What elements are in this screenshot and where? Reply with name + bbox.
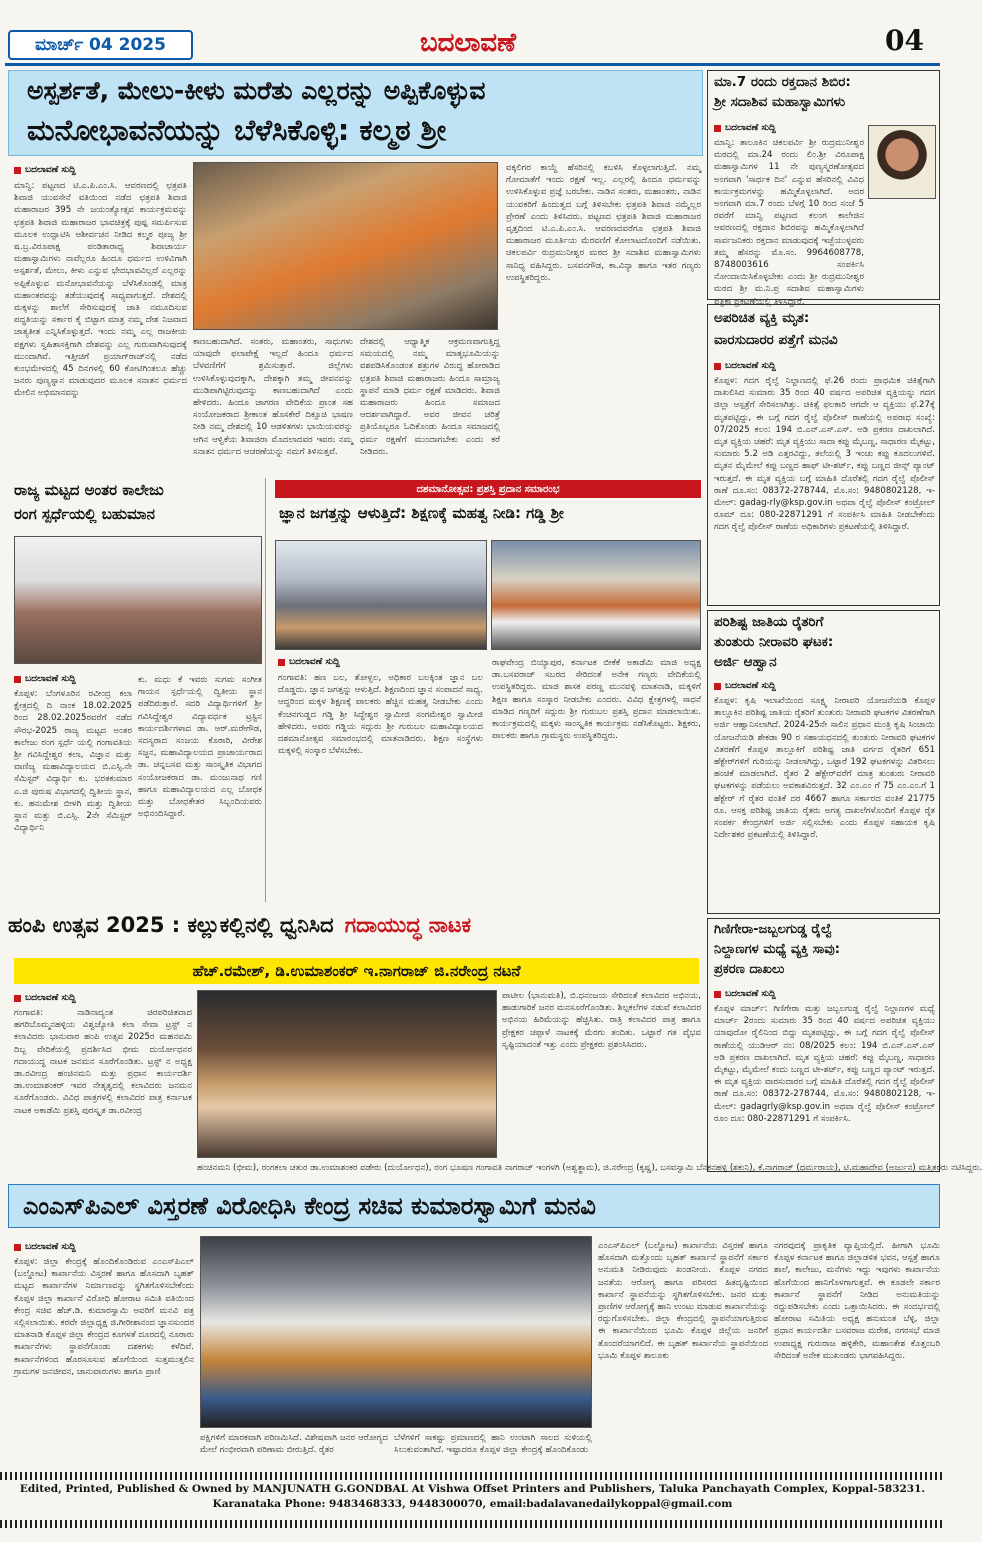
parishishta-box <box>707 610 940 914</box>
swamiji-portrait <box>868 125 936 199</box>
hampi-col-2: ಪಾಟೀಲ (ಭಾನುಮತಿ), ಬಿ.ಧನಂಜಯ ಸೇರಿದಂತೆ ಕಲಾವಿದರ ಅಭಿನಯ, ಹಾಡುಗಾರಿಕೆ ಜನರ ಮನಸೂರೆಗೊಂಡಿತು. ಶಿಲ್ಪಕಲೆಗಳ ನಡುವೆ ಕಲಾವಿದರ ಅಭಿನಯ ಹಿರಿಮೆಯನ್ನು ಹೆಚ್ಚಿಸಿತು. ರಾತ್ರಿ ಕಲಾವಿದರ ಪಾತ್ರ ಹಾಗೂ ಪ್ರೇಕ್ಷಕರ ಚಪ್ಪಾಳೆ ನಾಟಕಕ್ಕೆ ಮೆರಗು ತಂದಿತು. ಒಟ್ಟಾರೆ ಗತ ವೈಭವ ಸೃಷ್ಟಿಯಾದಂತೆ ಇತ್ತು ಎಂದು ಪ್ರೇಕ್ಷಕರು ಪ್ರಶಂಸಿಸಿದರು. <box>502 991 701 1050</box>
msp-headline: ಎಂಎಸ್‌ಪಿಎಲ್ ವಿಸ್ತರಣೆ ವಿರೋಧಿಸಿ ಕೇಂದ್ರ ಸಚಿವ ಕುಮಾರಸ್ವಾಮಿಗೆ ಮನವಿ <box>23 1192 596 1220</box>
hampi-photo <box>197 990 497 1158</box>
footer-rule-top <box>0 1472 945 1480</box>
jnana-photo-right <box>491 540 701 650</box>
rajya-title2: ರಂಗ ಸ್ಪರ್ಧೆಯಲ್ಲಿ ಬಹುಮಾನ <box>14 505 155 523</box>
masthead-logo: ಬದಲಾವಣೆ <box>420 28 517 58</box>
imprint <box>0 1482 945 1512</box>
parishishta-title2: ತುಂತುರು ನೀರಾವರಿ ಘಟಕ: <box>714 634 834 650</box>
lead-col-2: ಕಾಣಬಹುದಾಗಿದೆ. ಸಂತರು, ಮಹಾಂತರು, ಸಾಧುಗಳು ಯಾವುದೇ ಫಲಾಪೇಕ್ಷೆ ಇಲ್ಲದೆ ಹಿಂದೂ ಧರ್ಮದ ಬೆಳವಣಿಗೆಗೆ ಶ್ರಮಿಸುತ್ತಾರೆ. ಜಿಲ್ಲೆಗಳು ಉಳಿಸಿಕೊಳ್ಳುವುದಕ್ಕಾಗಿ, ದೇಶಕ್ಕಾಗಿ ತಮ್ಮ ಜೀವನವನ್ನು ಮುಡಿಪಾಗಿಟ್ಟಿರುವುದನ್ನು ಕಾಣಬಹುದಾಗಿದೆ ಎಂದು ಹೇಳಿದರು. ಹಿಂದೂ ಜಾಗರಣ ವೇದಿಕೆಯ ಪ್ರಾಂತ ಸಹ ಸಂಯೋಜಕರಾದ ಶ್ರೀಕಾಂತ ಹೊಸಕೇರೆ ದಿಕ್ಸೂಚಿ ಭಾಷಣ ನೀಡಿ ನಮ್ಮ ದೇಶದಲ್ಲಿ 10 ಆಡಳಿತಗಳು ಭಾಯಿಯವರನ್ನು ಆಗಿನ ಆಳ್ವಿಕೆಯ ಶಿವಾಜಿರಾ ಮೊದಲಾದವರ ಇವರು ನಮ್ಮ ಸನಾತನ ಧರ್ಮದ ಆಚರಣೆಯನ್ನು ನಮಗೆ ತಿಳಿಸುತ್ತವೆ. <box>193 337 353 457</box>
msp-byline: ಬದಲಾವಣೆ ಸುದ್ದಿ <box>14 1242 76 1252</box>
edition-date: ಮಾರ್ಚ್ 04 2025 <box>8 30 193 60</box>
rakta-body-cont <box>714 201 935 297</box>
rajya-col-1: ಕೊಪ್ಪಳ: ಬೆಂಗಳೂರಿನ ರವೀಂದ್ರ ಕಲಾ ಕ್ಷೇತ್ರದಲ್ಲಿ ದಿ ನಾಂಕ 18.02.2025 ರಿಂದ 28.02.2025ರವರೆಗೆ ನಡೆದ ಸೌರಭ-2025 ರಾಜ್ಯ ಮಟ್ಟದ ಅಂತರ ಕಾಲೇಜು ರಂಗ ಸ್ಪರ್ಧೆ ಯಲ್ಲಿ ಗಂಗಾವತಿಯ ಶ್ರೀ ಗವಿಸಿದ್ದೇಶ್ವರ ಕಲಾ, ವಿಜ್ಞಾನ ಮತ್ತು ವಾಣಿಜ್ಯ ಮಹಾವಿದ್ಯಾಲಯದ ಬಿ.ಎಸ್ಸಿ.ನೇ ಸೆಮಿಸ್ಟರ್ ವಿದ್ಯಾರ್ಥಿ ಕು. ಭರತಕುಮಾರ ಎ.ಜಿ ಪುರುಷ ವಿಭಾಗದಲ್ಲಿ ದ್ವಿತೀಯ ಸ್ಥಾನ, ಕು. ಹನುಮೇಶ ಬೀಳಗಿ ಮತ್ತು ದ್ವಿತೀಯ ಸ್ಥಾನ ಮತ್ತು ಬಿ.ಎಸ್ಸಿ. 2ನೇ ಸೆಮಿಸ್ಟರ್ ವಿದ್ಯಾರ್ಥಿನಿ <box>14 689 132 834</box>
rakta-body: ಮಾನ್ವಿ: ತಾಲೂಕಿನ ಚಿಕಲಪರ್ವಿ ಶ್ರೀ ರುದ್ರಮುನೀಶ್ವರ ಮಠದಲ್ಲಿ ಮಾ.24 ರಂದು ಲಿಂ.ಶ್ರೀ ವಿರೂಪಾಕ್ಷ ಮಹಾಸ್ವಾಮಿಗಳ 11 ನೇ ಪುಣ್ಯಸ್ಮರಣೋತ್ಸವದ ಅಂಗವಾಗಿ 'ಸಾರ್ಥಕ ದಿನ' ಎನ್ನುವ ಹೆಸರಿನಲ್ಲಿ ವಿವಿಧ ಕಾರ್ಯಕ್ರಮಗಳನ್ನು ಹಮ್ಮಿಕೊಳ್ಳಲಾಗಿದೆ. ಅದರ ಅಂಗವಾಗಿ ಮಾ.7 ರಂದು ಬೆಳಗ್ಗೆ 10 ರಿಂದ ಸಂಜೆ 5 ರವರೆಗೆ ಮಾನ್ವಿ ಪಟ್ಟಣದ ಕಲಂಗ ಕಾಲೇಜಿನ ಆವರಣದಲ್ಲಿ ರಕ್ತದಾನ ಶಿಬಿರವನ್ನು ಹಮ್ಮಿಕೊಳ್ಳಲಾಗಿದೆ ಸಾರ್ವಜನಿಕರು ರಕ್ತದಾನ ಮಾಡುವುದಕ್ಕೆ ಇಚ್ಛೆಯುಳ್ಳವರು ತಮ್ಮ ಹೆಸರನ್ನು ಮೊ.ಸಂ. 9964608778, 8748003616 ಸಂಪರ್ಕಿಸಿ ನೋಂದಾಯಿಸಿಕೊಳ್ಳಬೇಕು ಎಂದು ಶ್ರೀ ರುದ್ರಮುನೀಶ್ವರ ಮಠದ ಶ್ರೀ ಮ.ನಿ.ಪ್ರ ಸದಾಶಿವ ಮಹಾಸ್ವಾಮಿಗಳು ಪತ್ರಿಕಾ ಪ್ರಕಟಣೆಯಲ್ಲಿ ತಿಳಿಸಿದ್ದಾರೆ. <box>714 138 864 307</box>
msp-col-4: ಎಂಎಸ್‌ಪಿಎಲ್ (ಬಲ್ಡೋಟ) ಕಾರ್ಖಾನೆಯ ವಿಸ್ತರಣೆ ಹಾಗೂ ಹೊಸದಾಗಿ ಮತ್ತೊಂದು ಬೃಹತ್ ಕಾರ್ಖಾನೆ ಸ್ಥಾಪನೆಗೆ ಸರ್ಕಾರ ಅನುಮತಿ ನೀಡಿರುವುದು ಖಂಡನೀಯ. ಕೊಪ್ಪಳ ನಗರದ ಜನತೆಯ ಆರೋಗ್ಯ ಹಾಗೂ ಪರಿಸರದ ಹಿತದೃಷ್ಟಿಯಿಂದ ಕಾರ್ಖಾನೆ ಸ್ಥಾಪನೆಯನ್ನು ಸ್ಥಗಿತಗೊಳಿಸಬೇಕು. ಜನರ ಮತ್ತು ಪ್ರಾಣಿಗಳ ಆರೋಗ್ಯಕ್ಕೆ ಹಾನಿ ಉಂಟು ಮಾಡುವ ಕಾರ್ಖಾನೆಯನ್ನು ರದ್ದುಗೊಳಿಸಬೇಕು. ಜಿಲ್ಲಾ ಕೇಂದ್ರದಲ್ಲಿ ಸ್ಥಾಪನೆಯಾಗುತ್ತಿರುವ ಈ ಕಾರ್ಖಾನೆಯಿಂದ ಭೂಮಿ ಕೊಪ್ಪಳ ಜಿಲ್ಲೆಯ ಜನರಿಗೆ ತೊಂದರೆಯಾಗಲಿದೆ. ಈ ಬೃಹತ್ ಕಾರ್ಖಾನೆಯ ಸ್ಥಾಪನೆಯಿಂದ ಭೂಮಿ ಕೊಪ್ಪಳ ತಾಲೂಕು <box>598 1241 768 1361</box>
railway-box <box>707 918 940 1172</box>
lead-col-3: ದೇಶದಲ್ಲಿ ಆಧ್ಯಾತ್ಮಿಕ ಆಕ್ರಮಣವಾಗುತ್ತಿದ್ದ ಸಮಯದಲ್ಲಿ ನಮ್ಮ ಮಾತೃಭೂಮಿಯನ್ನು ವಶಪಡಿಸಿಕೊಂಡಂತ ಶತ್ರುಗಳ ವಿರುದ್ಧ ಹೋರಾಡಿದ ಛತ್ರಪತಿ ಶಿವಾಜಿ ಮಹಾರಾಜರು ಹಿಂದೂ ಸಾಮ್ರಾಜ್ಯ ಸ್ಥಾಪನೆ ಮಾಡಿ ಧರ್ಮ ರಕ್ಷಣೆ ಮಾಡಿದರು. ಶಿವಾಜಿ ಮಹಾರಾಜರು ಹಿಂದೂ ಸಮಾಜದ ಆದರ್ಶವಾಗಿದ್ದಾರೆ. ಅವರ ಜೀವನ ಚರಿತ್ರೆ ಪ್ರತಿಯೊಬ್ಬರೂ ಓದಿಕೊಂಡು ಹಿಂದೂ ಸಮಾಜದಲ್ಲಿ ಧರ್ಮ ರಕ್ಷಣೆಗೆ ಮುಂದಾಗಬೇಕು ಎಂದು ಕರೆ ನೀಡಿದರು. <box>360 337 500 457</box>
hampi-col-1: ಗಂಗಾವತಿ: ನಾಡಿನಾದ್ಯಂತ ಚಿರಪರಿಚಿತವಾದ ಹಗರಿಬೊಮ್ಮನಹಳ್ಳಿಯ ವಿಶ್ವಜ್ಯೋತಿ ಕಲಾ ಸೇವಾ ಟ್ರಸ್ಟ್ ನ ಕಲಾವಿದರು ಭಾನುವಾರ ಹಂಪಿ ಉತ್ಸವ 2025ರ ಮಹನವಮಿ ದಿಬ್ಬ ವೇದಿಕೆಯಲ್ಲಿ ಪ್ರದರ್ಶಿಸಿದ ಭೀಮ ದುರ್ಯೋಧನರ ಗದಾಯುದ್ಧ ನಾಟಕ ಜನಮನ ಸೂರೆಗೊಂಡಿತು. ಟ್ರಸ್ಟ್ ನ ಅಧ್ಯಕ್ಷ ಡಾ.ರವೀಂದ್ರ ಹಂಚಿನಮನಿ ಮತ್ತು ಪ್ರಧಾನ ಕಾರ್ಯದರ್ಶಿ ಡಾ.ಉಮಾಶಂಕರ್ ಇವರ ನೇತೃತ್ವದಲ್ಲಿ ಕಲಾವಿದರು ಜನಮನ ಸೂರೆಗೊಂಡರು. ವಿವಿಧ ಪಾತ್ರಗಳಲ್ಲಿ ಕಲಾವಿದರ ಪಾತ್ರ ಕರ್ನಾಟಕ ನಾಟಕ ಅಕಾಡೆಮಿ ಪ್ರಶಸ್ತಿ ಪುರಸ್ಕೃತ ಡಾ.ರವೀಂದ್ರ <box>14 1008 192 1116</box>
aparichita-title1: ಅಪರಿಚಿತ ವ್ಯಕ್ತಿ ಮೃತ: <box>714 310 810 326</box>
railway-body: ಕೊಪ್ಪಳ ಮಾರ್ಚ್: ಗಿಣಿಗೇರಾ ಮತ್ತು ಜಬ್ಬಲಗುಡ್ಡ ರೈಲ್ವೆ ನಿಲ್ದಾಣಗಳ ಮಧ್ಯೆ ಮಾರ್ಚ್ 2ರಂದು ಸುಮಾರು 35 ರಿಂದ 40 ವರ್ಷದ ಅಪರಿಚಿತ ವ್ಯಕ್ತಿಯು ಯಾವುದೋ ರೈಲಿನಿಂದ ಬಿದ್ದು ಮೃತಪಟ್ಟಿದ್ದು, ಈ ಬಗ್ಗೆ ಗದಗ ರೈಲ್ವೆ ಪೊಲೀಸ್ ಠಾಣೆಯಲ್ಲಿ ಯುಡಿಆರ್ ನಂ: 08/2025 ಕಲಂ: 194 ಬಿ.ಎನ್.ಎಸ್.ಎಸ್ ಅಡಿ ಪ್ರಕರಣ ದಾಖಲಾಗಿದೆ. ಮೃತ ವ್ಯಕ್ತಿಯ ಚಹರೆ: ಕಪ್ಪು ಮೈಬಣ್ಣ, ಸಾಧಾರಣ ಮೈಕಟ್ಟು, ಮೈಮೇಲೆ ಕಂದು ಬಣ್ಣದ ಟೀ-ಶರ್ಟ್, ಕಪ್ಪು ಬಣ್ಣದ ಪ್ಯಾಂಟ್ ಇರುತ್ತದೆ. ಈ ಮೃತ ವ್ಯಕ್ತಿಯ ವಾರಸುದಾರರ ಬಗ್ಗೆ ಮಾಹಿತಿ ದೊರೆತಲ್ಲಿ ಗದಗ ರೈಲ್ವೆ ಪೊಲೀಸ್ ಠಾಣೆ ದೂ.ಸಂ: 08372-278744, ಮೊ.ಸಂ: 9480802128, ಇ-ಮೇಲ್: gadagrly@ksp.gov.in ಅಥವಾ ರೈಲ್ವೆ ಪೊಲೀಸ್ ಕಂಟ್ರೋಲ್ ರೂಂ ದೂ: 080-22871291 ಗೆ ಸಂಪರ್ಕಿಸಿ. <box>714 1004 935 1124</box>
msp-col-3: ಬೆಳೆಗಳಿಗೆ ಸಾಕಷ್ಟು ಪ್ರಮಾಣದಲ್ಲಿ ಹಾನಿ ಉಂಟಾಗಿ ಸಾಲದ ಸುಳಿಯಲ್ಲಿ ಸಿಲುಕುವಂತಾಗಿದೆ. ಇಷ್ಟಾದರೂ ಕೊಪ್ಪಳ ಜಿಲ್ಲಾ ಕೇಂದ್ರಕ್ಕೆ ಹೊಂದಿಕೊಂಡು <box>394 1433 592 1456</box>
lead-col-1: ಮಾನ್ವಿ: ಪಟ್ಟಣದ ಟಿ.ಎ.ಪಿ.ಎಂ.ಸಿ. ಆವರಣದಲ್ಲಿ ಛತ್ರಪತಿ ಶಿವಾಜಿ ಯುವಸೇನೆ ವತಿಯಿಂದ ನಡೆದ ಛತ್ರಪತಿ ಶಿವಾಜಿ ಮಹಾರಾಜರ 395 ನೇ ಜಯಂತ್ಯೋತ್ಸವ ಕಾರ್ಯಕ್ರಮವನ್ನು ಛತ್ರಪತಿ ಶಿವಾಜಿ ಮಹಾರಾಜರ ಭಾವಚಿತ್ರಕ್ಕೆ ಪುಷ್ಪ ಸಮರ್ಪಿಸುವ ಮೂಲಕ ಉದ್ಘಾಟಿಸಿ ಆಶೀರ್ವಚನ ನೀಡಿದ ಕಲ್ಮಠ ಪೂಜ್ಯ ಶ್ರೀ ಷ.ಬ್ರ.ವಿರೂಪಾಕ್ಷ ಪಂಡಿತಾರಾಧ್ಯ ಶಿವಾಚಾರ್ಯ ಮಹಾಸ್ವಾಮಿಗಳು ನಾವೆಲ್ಲರೂ ಹಿಂದೂ ಧರ್ಮದ ಉಳಿವಿಗಾಗಿ ಅಸ್ಪರ್ಶತೆ, ಮೇಲು, ಕೀಳು ಎನ್ನುವ ಭೇದಭಾವವಿಲ್ಲದೆ ಎಲ್ಲರನ್ನು ಅಪ್ಪಿಕೊಳ್ಳುವ ಮನೋಭಾವನೆಯನ್ನು ಬೆಳೆಸಿಕೊಂಡಲ್ಲಿ ಮಾತ್ರ ಮಹಾಂತರವನ್ನು ತಡೆಯುವುದಕ್ಕೆ ಸಾಧ್ಯವಾಗುತ್ತದೆ. ದೇಶದಲ್ಲಿ ಮಕ್ಕಳನ್ನು ಶಾಲೆಗೆ ಸೇರಿಸುವುದಕ್ಕೆ ಜಾತಿ ನಮೂದಿಸುವ ಪದ್ಧತಿಯನ್ನು ಸರ್ಕಾರ ಕೈ ಬಿಟ್ಟಾಗ ಮಾತ್ರ ನಮ್ಮ ದೇಶ ನಿಜವಾದ ಜಾತ್ಯತೀತ ಎನ್ನಿಸಿಕೊಳ್ಳುತ್ತದೆ. ಇಂದು ನಮ್ಮ ಎಲ್ಲ ರಾಜಕೀಯ ಪಕ್ಷಗಳು ಸ್ವಹಿತಾಸಕ್ತಿಗಾಗಿ ದೇಶವನ್ನು ಎಲ್ಲ ಗುರುವಾಗಿಸುವುದಕ್ಕೆ ಮುಂದಾಗಿವೆ. ಇತ್ತೀಚಿಗೆ ಪ್ರಯಾಗ್‌ರಾಜ್‌ನಲ್ಲಿ ನಡೆದ ಕುಂಭಮೇಳದಲ್ಲಿ 45 ದಿನಗಳಲ್ಲಿ 60 ಕೋಟಿಗಿಂತಲೂ ಹೆಚ್ಚು ಜನರು ಪುಣ್ಯಸ್ನಾನ ಮಾಡುವುದರ ಮೂಲಕ ಸನಾತನ ಧರ್ಮದ ಮೇಲಿನ ಅಭಿಮಾನವನ್ನು <box>14 181 187 399</box>
lead-col-4: ವಕ್ಕಲಿಗರ ಕಾಯ್ದೆ ಹೆಸರಿನಲ್ಲಿ ಕಬಳಿಸಿ ಕೊಳ್ಳಲಾಗುತ್ತಿದೆ. ನಮ್ಮ ಗೋಮಾತೆಗೆ ಇಂದು ರಕ್ಷಣೆ ಇಲ್ಲ. ಎಲ್ಲರಲ್ಲಿ ಹಿಂದೂ ಧರ್ಮವನ್ನು ಉಳಿಸಿಕೊಳ್ಳುವ ಪ್ರಜ್ಞೆ ಬರಬೇಕು. ನಾಡಿನ ಸಂತರು, ಮಹಾಂತರು, ನಾಡಿನ ಯುವಕರಿಗೆ ಹಿಂದುತ್ವದ ಬಗ್ಗೆ ತಿಳಿಸಬೇಕು ಛತ್ರಪತಿ ಶಿವಾಜಿ ನಮ್ಮೆಲ್ಲರ ಪ್ರೇರಣೆ ಎಂದು ತಿಳಿಸಿದರು. ಪಟ್ಟಣದ ಛತ್ರಪತಿ ಶಿವಾಜಿ ಮಹಾರಾಜರ ವೃತ್ತದಿಂದ ಟಿ.ಎ.ಪಿ.ಎಂ.ಸಿ. ಆವರಣದವರೆಗೂ ಛತ್ರಪತಿ ಶಿವಾಜಿ ಮಹಾರಾಜರ ಮೂರ್ತಿಯ ಮೆರವಣಿಗೆ ಕೋಲಾಟದೊಂದಿಗೆ ನಡೆಯಿತು. ಚಿಕಲಪರ್ವಿ ರುದ್ರಮುನೀಶ್ವರ ಮಠದ ಶ್ರೀ ಸದಾಶಿವ ಮಹಾಸ್ವಾಮಿಗಳು ಸಾನಿಧ್ಯ ವಹಿಸಿದ್ದರು. ಬಸವನಗೌಡ, ಕಾ.ವಿನ್ಯಾ ಹಾಗೂ ಇತರ ಗಣ್ಯರು ಉಪಸ್ಥಿತರಿದ್ದರು. <box>506 163 701 283</box>
railway-title1: ಗಿಣಿಗೇರಾ-ಜಬ್ಬಲಗುಡ್ಡ ರೈಲ್ವೆ <box>714 922 833 937</box>
msp-col-1: ಕೊಪ್ಪಳ: ಜಿಲ್ಲಾ ಕೇಂದ್ರಕ್ಕೆ ಹೊಂದಿಕೊಂಡಿರುವ ಎಂಎಸ್‌ಪಿಎಲ್ (ಬಲ್ಡೋಟ) ಕಾರ್ಖಾನೆಯ ವಿಸ್ತರಣೆ ಹಾಗೂ ಹೊಸದಾಗಿ ಬೃಹತ್ ಮಟ್ಟದ ಕಾರ್ಖಾನೆಗಳ ನಿರ್ಮಾಣವನ್ನು ಸ್ಥಗಿತಗೊಳಿಸಬೇಕೆಂದು ಕೊಪ್ಪಳ ಜಿಲ್ಲಾ ಕಾರ್ಖಾನೆ ವಿರೋಧಿ ಹೋರಾಟ ಸಮಿತಿ ವತಿಯಿಂದ ಕೇಂದ್ರ ಸಚಿವ ಹೆಚ್.ಡಿ. ಕುಮಾರಸ್ವಾಮಿ ಅವರಿಗೆ ಮನವಿ ಪತ್ರ ಸಲ್ಲಿಸಲಾಯಿತು. ಕರವೇ ಜಿಲ್ಲಾಧ್ಯಕ್ಷ ಜಿ.ಗೀರೀಶಾನಂದ ಜ್ಞಾನಸುಂದರ ಮಾತನಾಡಿ ಕೊಪ್ಪಳ ಜಿಲ್ಲಾ ಕೇಂದ್ರದ ಕೂಗಳತೆ ದೂರದಲ್ಲಿ ನೂರಾರು ಕಾರ್ಖಾನೆಗಳು ಸ್ಥಾಪನೆಗೊಂಡು ದಶಕಗಳು ಕಳೆದಿವೆ. ಕಾರ್ಖಾನೆಗಳಿಂದ ಹೊರಸೂಸುವ ಹೊಗೆಯಿಂದ ಸುತ್ತಮುತ್ತಲಿನ ಗ್ರಾಮಗಳ ಜನಜೀವನ, ಜಾನುವಾರುಗಳು ಹಾಗೂ ಪ್ರಾಣಿ <box>14 1257 194 1377</box>
railway-title2: ನಿಲ್ದಾಣಗಳ ಮಧ್ಯೆ ವ್ಯಕ್ತಿ ಸಾವು: <box>714 942 841 957</box>
imprint-line2: Karanataka Phone: 9483468333, 9448300070, email:badalavanedailykoppal@gmail.com <box>212 1498 733 1510</box>
rakta-box <box>707 70 940 307</box>
rajya-byline: ಬದಲಾವಣೆ ಸುದ್ದಿ <box>14 674 76 684</box>
jnana-byline: ಬದಲಾವಣೆ ಸುದ್ದಿ <box>278 657 340 667</box>
jnana-headline: ಜ್ಞಾನ ಜಗತ್ತನ್ನು ಆಳುತ್ತಿದೆ: ಶಿಕ್ಷಣಕ್ಕೆ ಮಹತ್ವ ನೀಡಿ: ಗಡ್ಡಿ ಶ್ರೀ <box>279 504 564 522</box>
msp-headline-box <box>8 1184 940 1228</box>
rajya-title1: ರಾಜ್ಯ ಮಟ್ಟದ ಅಂತರ ಕಾಲೇಜು <box>14 481 164 499</box>
rajya-col-2: ಕು. ಮಧು ಕೆ ಇವರು ಸುಗಮ ಸಂಗೀತ ಗಾಯನ ಸ್ಪರ್ಧೆಯಲ್ಲಿ ದ್ವಿತೀಯ ಸ್ಥಾನ ಪಡೆದಿರುತ್ತಾರೆ. ಸದರಿ ವಿದ್ಯಾರ್ಥಿಗಳಿಗೆ ಶ್ರೀ ಗವಿಸಿದ್ದೇಶ್ವರ ವಿದ್ಯಾವರ್ಧಕ ಟ್ರಸ್ಟಿನ ಕಾರ್ಯದರ್ಶಿಗಳಾದ ಡಾ. ಆರ್.ಮರೇಗೌಡ, ಸದಸ್ಯರಾದ ಸಂಜಯ ಕೊಠಾರಿ, ವೀರೇಶ ಸಜ್ಜನ, ಮಹಾವಿದ್ಯಾಲಯದ ಪ್ರಾಚಾರ್ಯರಾದ ಡಾ. ಚನ್ನಬಸವ ಮತ್ತು ಸಾಂಸ್ಕೃತಿಕ ವಿಭಾಗದ ಸಂಯೋಜಕರಾದ ಡಾ. ಮಂಜುನಾಥ ಗಣಿ ಹಾಗೂ ಮಹಾವಿದ್ಯಾಲಯದ ಎಲ್ಲ ಬೋಧಕ ಮತ್ತು ಬೋಧಕೇತರ ಸಿಬ್ಬಂದಿಯವರು ಅಭಿನಂದಿಸಿದ್ದಾರೆ. <box>138 675 262 820</box>
aparichita-box <box>707 304 940 606</box>
jnana-col-1: ಗಂಗಾವತಿ: ಹಣ ಬಲ, ತೋಳ್ಬಲ, ಅಧಿಕಾರ ಬಲಕ್ಕಿಂತ ಜ್ಞಾನ ಬಲ ದೊಡ್ಡದು. ಜ್ಞಾನ ಜಗತ್ತನ್ನು ಆಳುತ್ತಿದೆ. ಶಿಕ್ಷಣದಿಂದ ಜ್ಞಾನ ಸಂಪಾದನೆ ಸಾಧ್ಯ. ಆದ್ದರಿಂದ ಮಕ್ಕಳ ಶಿಕ್ಷಣಕ್ಕೆ ಪಾಲಕರು ಹೆಚ್ಚಿನ ಮಹತ್ವ ನೀಡಬೇಕು ಎಂದು ಕೆಂಚನಗುಡ್ಡದ ಗಡ್ಡಿ ಶ್ರೀ ಸಿದ್ಧೇಶ್ವರ ಸ್ವಾಮೀಜಿ ಸಂಗಮೇಶ್ವರ ಸ್ವಾಮೀಜಿ ಹೇಳಿದರು. ಅವರು ಗಡ್ಡಿಯ ಸದ್ಗುರು ಶ್ರೀ ಗುರುಬಲ ಮಹಾವಿದ್ಯಾಲಯದ ದಶಮಾನೋತ್ಸವ ಸಮಾರಂಭದಲ್ಲಿ ಮಾತನಾಡಿದರು. ಶಿಕ್ಷಣ ಸಂಸ್ಥೆಗಳು ಮಕ್ಕಳಲ್ಲಿ ಸಂಸ್ಕಾರ ಬೆಳೆಸಬೇಕು. <box>278 673 483 757</box>
railway-title3: ಪ್ರಕರಣ ದಾಖಲು <box>714 962 785 977</box>
rakta-title1: ಮಾ.7 ರಂದು ರಕ್ತದಾನ ಶಿಬಿರ: <box>714 74 851 90</box>
parishishta-title3: ಅರ್ಜಿ ಆಹ್ವಾನ <box>714 654 777 670</box>
lead-headline-line1: ಅಸ್ಪರ್ಶತೆ, ಮೇಲು-ಕೀಳು ಮರೆತು ಎಲ್ಲರನ್ನು ಅಪ್ಪಿಕೊಳ್ಳುವ <box>27 76 486 105</box>
msp-col-5: ನಗರವುದಕ್ಕೆ ಪ್ರಾಕೃತಿಕ ವ್ಯಾಪ್ತಿಯಲ್ಲಿದೆ. ಹೀಗಾಗಿ ಭೂಮಿ ಕೊಪ್ಪಳ ಕರ್ನಾಟಕ ಹಾಗೂ ಜಿಲ್ಲಾಡಳಿತ ಭವನ, ಆಸ್ಪತ್ರೆ ಹಾಗೂ ಶಾಲೆ, ಕಾಲೇಜು, ಮನೆಗಳು ಇದ್ದು ಇವುಗಳು ಕಾರ್ಖಾನೆಯ ಹೊಗೆಯಿಂದ ಹಾನಿಗೊಳಗಾಗುತ್ತವೆ. ಈ ಕೂಡಲೇ ಸರ್ಕಾರ ಕಾರ್ಖಾನೆ ಸ್ಥಾಪನೆಗೆ ನೀಡಿದ ಅನುಮತಿಯನ್ನು ರದ್ದುಪಡಿಸಬೇಕು ಎಂದು ಒತ್ತಾಯಿಸಿದರು. ಈ ಸಂದರ್ಭದಲ್ಲಿ ಹೋರಾಟ ಸಮಿತಿಯ ಅಧ್ಯಕ್ಷ ಹನುಮಂತ ಬೆಳ್ಳಿ, ಜಿಲ್ಲಾ ಪ್ರಧಾನ ಕಾರ್ಯದರ್ಶಿ ಬಸವರಾಜ ಮರೇಶ, ನಗರಸಭೆ ಮಾಜಿ ಉಪಾಧ್ಯಕ್ಷ ಗುರುರಾಜ ಹಳ್ಳಿಕೇರಿ, ಮಹಾಂತೇಶ ಕೊತ್ತಂಬರಿ ಸೇರಿದಂತೆ ಅನೇಕ ಮುಖಂಡರು ಭಾಗವಹಿಸಿದ್ದರು. <box>774 1241 940 1361</box>
aparichita-body: ಕೊಪ್ಪಳ: ಗದಗ ರೈಲ್ವೆ ನಿಲ್ದಾಣದಲ್ಲಿ ಫೆ.26 ರಂದು ಪ್ರಾಥಮಿಕ ಚಿಕಿತ್ಸೆಗಾಗಿ ದಾಖಲಿಸಿದ ಸುಮಾರು 35 ರಿಂದ 40 ವರ್ಷದ ಅಪರಿಚಿತ ವ್ಯಕ್ತಿಯನ್ನು ಗದಗ ಜಿಲ್ಲಾ ಆಸ್ಪತ್ರೆಗೆ ಸೇರಿಸಲಾಗಿತ್ತು. ಚಿಕಿತ್ಸೆ ಫಲಕಾರಿ ಆಗದೇ ಆ ವ್ಯಕ್ತಿಯು ಫೆ.27ಕ್ಕೆ ಮೃತಪಟ್ಟಿದ್ದು, ಈ ಬಗ್ಗೆ ಗದಗ ರೈಲ್ವೆ ಪೊಲೀಸ್ ಠಾಣೆಯಲ್ಲಿ ಅಪರಾಧ ಸಂಖ್ಯೆ: 07/2025 ಕಲಂ: 194 ಬಿ.ಎನ್.ಎಸ್.ಎಸ್. ಅಡಿ ಪ್ರಕರಣ ದಾಖಲಾಗಿದೆ. ಮೃತ ವ್ಯಕ್ತಿಯ ಚಹರೆ: ಮೃತ ವ್ಯಕ್ತಿಯು ಸಾದಾ ಕಪ್ಪು ಮೈಬಣ್ಣ, ಸಾಧಾರಣ ಮೈಕಟ್ಟು, ಸುಮಾರು 5.2 ಅಡಿ ಎತ್ತರವಿದ್ದು, ತಲೆಯಲ್ಲಿ 3 ಇಂಚು ಕಪ್ಪು ಕೂದಲುಗಳಿವೆ. ಮೃತನ ಮೈಮೇಲೆ ಕಪ್ಪು ಬಣ್ಣದ ಹಾಫ್ ಟೀ-ಶರ್ಟ್, ಕಪ್ಪು ಬಣ್ಣದ ಜೀನ್ಸ್ ಪ್ಯಾಂಟ್ ಇರುತ್ತದೆ. ಈ ಮೃತ ವ್ಯಕ್ತಿಯ ಬಗ್ಗೆ ಮಾಹಿತಿ ದೊರೆತಲ್ಲಿ ಗದಗ ರೈಲ್ವೆ ಪೊಲೀಸ್ ಠಾಣೆ ದೂ.ಸಂ: 08372-278744, ಮೊ.ಸಂ: 9480802128, ಇ-ಮೇಲ್: gadag-rly@ksp.gov.in ಅಥವಾ ರೈಲ್ವೆ ಪೊಲೀಸ್ ಕಂಟ್ರೋಲ್ ರೂಮ್ ದೂ: 080-22871291 ಗೆ ಸಂಪರ್ಕಿಸಿ ಮಾಹಿತಿ ನೀಡಬೇಕೆಂದು ಗದಗ ರೈಲ್ವೆ ಪೊಲೀಸ್ ಠಾಣೆಯ ಅಧಿಕಾರಿಗಳು ಪ್ರಕಟಣೆಯಲ್ಲಿ ತಿಳಿಸಿದ್ದಾರೆ. <box>714 376 935 533</box>
hampi-headline-row <box>8 914 703 946</box>
parishishta-title1: ಪರಿಶಿಷ್ಟ ಜಾತಿಯ ರೈತರಿಗೆ <box>714 614 824 630</box>
hampi-headline-red: ಗದಾಯುದ್ಧ ನಾಟಕ <box>344 913 472 937</box>
hampi-byline: ಬದಲಾವಣೆ ಸುದ್ದಿ <box>14 993 76 1003</box>
aparichita-byline: ಬದಲಾವಣೆ ಸುದ್ದಿ <box>714 361 776 371</box>
rakta-title2: ಶ್ರೀ ಸದಾಶಿವ ಮಹಾಸ್ವಾಮಿಗಳು <box>714 94 846 110</box>
msp-photo <box>200 1236 592 1428</box>
rajya-photo <box>14 536 262 664</box>
aparichita-title2: ವಾರಸುದಾರರ ಪತ್ತೆಗೆ ಮನವಿ <box>714 332 838 348</box>
hampi-headline: ಹಂಪಿ ಉತ್ಸವ 2025 : ಕಲ್ಲುಕಲ್ಲಿನಲ್ಲಿ ಧ್ವನಿಸಿದ <box>8 913 334 937</box>
footer-rule-bottom <box>0 1520 945 1528</box>
msp-col-2: ಪಕ್ಷಿಗಳಿಗೆ ಮಾರಕವಾಗಿ ಪರಿಣಮಿಸಿದೆ. ವಿಶೇಷವಾಗಿ ಜನರ ಆರೋಗ್ಯದ ಮೇಲೆ ಗಂಭೀರವಾಗಿ ಪರಿಣಾಮ ಬೀರುತ್ತಿದೆ. ರೈತರ <box>200 1433 388 1456</box>
hampi-caption: ಹಂಚಿನಮನಿ (ಭೀಮ), ರಂಗಕಲಾ ಚತುರ ಡಾ.ಉಮಾಶಂಕರ ವಡೇರು (ದುರ್ಯೋಧನ), ರಂಗ ಭೂಷಣ ಗಂಗಾವತಿ ನಾಗರಾಜ್ ಇಂಗಳಗಿ (ಅಶ್ವತ್ಥಾಮ), ಜಿ.ನರೇಂದ್ರ (ಕೃಷ್ಣ), ಬಸವಸ್ವಾಮಿ ಬೆನಕನಹಳ್ಳಿ (ಶಕುನಿ), ಕೆ.ನಾಗರಾಜ್ (ಧರ್ಮರಾಯ), ಟಿ.ಮಹಾದೇವ (ಅರ್ಜುನ) ಮತ್ತಿತರರು ನಟಿಸಿದ್ದರು. <box>197 1163 982 1173</box>
jnana-photo-left <box>275 540 487 650</box>
jnana-col-2: ರಾಘವೇಂದ್ರ ಬಿಯ್ಯಾಪುರ, ಕರ್ನಾಟಕ ಬೀಕೆಕೆ ಅಕಾಡೆಮಿ ಮಾಜಿ ಅಧ್ಯಕ್ಷ ಡಾ.ಬಸವರಾಜ್ ಸಬರದ ಸೇರಿದಂತೆ ಅನೇಕ ಗಣ್ಯರು ವೇದಿಕೆಯಲ್ಲಿ ಉಪಸ್ಥಿತರಿದ್ದರು. ಮಾಜಿ ಶಾಸಕ ಪರಣ್ಣ ಮುನವಳ್ಳಿ ಮಾತನಾಡಿ, ಮಕ್ಕಳಿಗೆ ಶಿಕ್ಷಣ ಹಾಗೂ ಸಂಸ್ಕಾರ ನೀಡಬೇಕು ಎಂದರು. ವಿವಿಧ ಕ್ಷೇತ್ರಗಳಲ್ಲಿ ಸಾಧನೆ ಮಾಡಿದ ಗಣ್ಯರಿಗೆ ಸದ್ಗುರು ಶ್ರೀ ಗುರುಬಲ ಪ್ರಶಸ್ತಿ ಪ್ರದಾನ ಮಾಡಲಾಯಿತು. ಕಾರ್ಯಕ್ರಮದಲ್ಲಿ ಮಕ್ಕಳು ಸಾಂಸ್ಕೃತಿಕ ಕಾರ್ಯಕ್ರಮ ನಡೆಸಿಕೊಟ್ಟರು. ಶಿಕ್ಷಕರು, ಪಾಲಕರು ಹಾಗೂ ಗ್ರಾಮಸ್ಥರು ಉಪಸ್ಥಿತರಿದ್ದರು. <box>492 658 701 742</box>
lead-headline-box <box>8 70 703 156</box>
rakta-byline: ಬದಲಾವಣೆ ಸುದ್ದಿ <box>714 123 776 133</box>
imprint-line1: Edited, Printed, Published & Owned by MANJUNATH G.GONDBAL At Vishwa Offset Printers and Publishers, Taluka Panchayath Complex, Koppal-583231. <box>19 1483 926 1495</box>
parishishta-body: ಕೊಪ್ಪಳ: ಕೃಷಿ ಇಲಾಖೆಯಿಂದ ಸೂಕ್ಷ್ಮ ನೀರಾವರಿ ಯೋಜನೆಯಡಿ ಕೊಪ್ಪಳ ತಾಲ್ಲೂಕಿನ ಪರಿಶಿಷ್ಟ ಜಾತಿಯ ರೈತರಿಗೆ ತುಂತುರು ನೀರಾವರಿ ಘಟಕಗಳ ವಿತರಣೆಗಾಗಿ ಅರ್ಜಿ ಆಹ್ವಾನಿಸಲಾಗಿದೆ. 2024-25ನೇ ಸಾಲಿನ ಪ್ರಧಾನ ಮಂತ್ರಿ ಕೃಷಿ ಸಿಂಚಾಯಿ ಯೋಜನೆಯಡಿ ಶೇಕಡಾ 90 ರ ಸಹಾಯಧನದಲ್ಲಿ ತುಂತುರು ನೀರಾವರಿ ಘಟಕಗಳ ವಿತರಣೆಗೆ ಕೊಪ್ಪಳ ತಾಲ್ಲೂಕಿಗೆ ಪರಿಶಿಷ್ಟ ಜಾತಿ ವರ್ಗದ ರೈತರಿಗೆ 651 ಹೆಕ್ಟೇರ್‌ಗಳಿಗೆ ಗುರಿಯನ್ನು ನೀಡಲಾಗಿದ್ದು, ಒಟ್ಟಾರೆ 192 ಘಟಕಗಳನ್ನು ವಿತರಿಸಲು ಹಂಚಿಕೆ ಮಾಡಲಾಗಿದೆ. ರೈತರ 2 ಹೆಕ್ಟೇರ್‌ವರೆಗೆ ಮಾತ್ರ ತುಂತುರು ನೀರಾವರಿ ಘಟಕಗಳನ್ನು ಪಡೆಯಲು ಅವಕಾಶವಿರುತ್ತದೆ. 32 ಎಂ.ಎಂ ಗೆ 75 ಎಂ.ಎಂ.ಗೆ 1 ಹೆಕ್ಟೇರ್ ಗೆ ರೈತರ ವಂತಿಕೆ ದರ 4667 ಹಾಗೂ ಸರ್ಕಾರದ ವಂತಿಕೆ 21775 ರೂ. ಆಸಕ್ತ ಪರಿಶಿಷ್ಟ ಜಾತಿಯ ರೈತರು ಅಗತ್ಯ ದಾಖಲೆಗಳೊಂದಿಗೆ ಕೊಪ್ಪಳ ರೈತ ಸಂಪರ್ಕ ಕೇಂದ್ರಗಳಿಗೆ ಅರ್ಜಿ ಸಲ್ಲಿಸಬೇಕು ಎಂದು ಕೊಪ್ಪಳ ಸಹಾಯಕ ಕೃಷಿ ನಿರ್ದೇಶಕರ ಪ್ರಕಟಣೆಯಲ್ಲಿ ತಿಳಿಸಿದ್ದಾರೆ. <box>714 696 935 841</box>
page-number: 04 <box>885 24 924 57</box>
rajya-box <box>8 478 266 902</box>
parishishta-byline: ಬದಲಾವಣೆ ಸುದ್ದಿ <box>714 681 776 691</box>
header-rule <box>5 63 940 66</box>
lead-headline-line2: ಮನೋಭಾವನೆಯನ್ನು ಬೆಳೆಸಿಕೊಳ್ಳಿ: ಕಲ್ಮಠ ಶ್ರೀ <box>27 113 447 147</box>
hampi-subtitle: ಹೆಚ್.ರಮೇಶ್, ಡಿ.ಉಮಾಶಂಕರ್ ಇ.ನಾಗರಾಜ್ ಜಿ.ನರೇಂದ್ರ ನಟನೆ <box>14 958 699 984</box>
lead-byline: ಬದಲಾವಣೆ ಸುದ್ದಿ <box>14 165 76 175</box>
jnana-kicker: ದಶಮಾನೋತ್ಸವ: ಪ್ರಶಸ್ತಿ ಪ್ರದಾನ ಸಮಾರಂಭ <box>275 480 701 498</box>
lead-photo <box>193 162 498 330</box>
railway-byline: ಬದಲಾವಣೆ ಸುದ್ದಿ <box>714 989 776 999</box>
